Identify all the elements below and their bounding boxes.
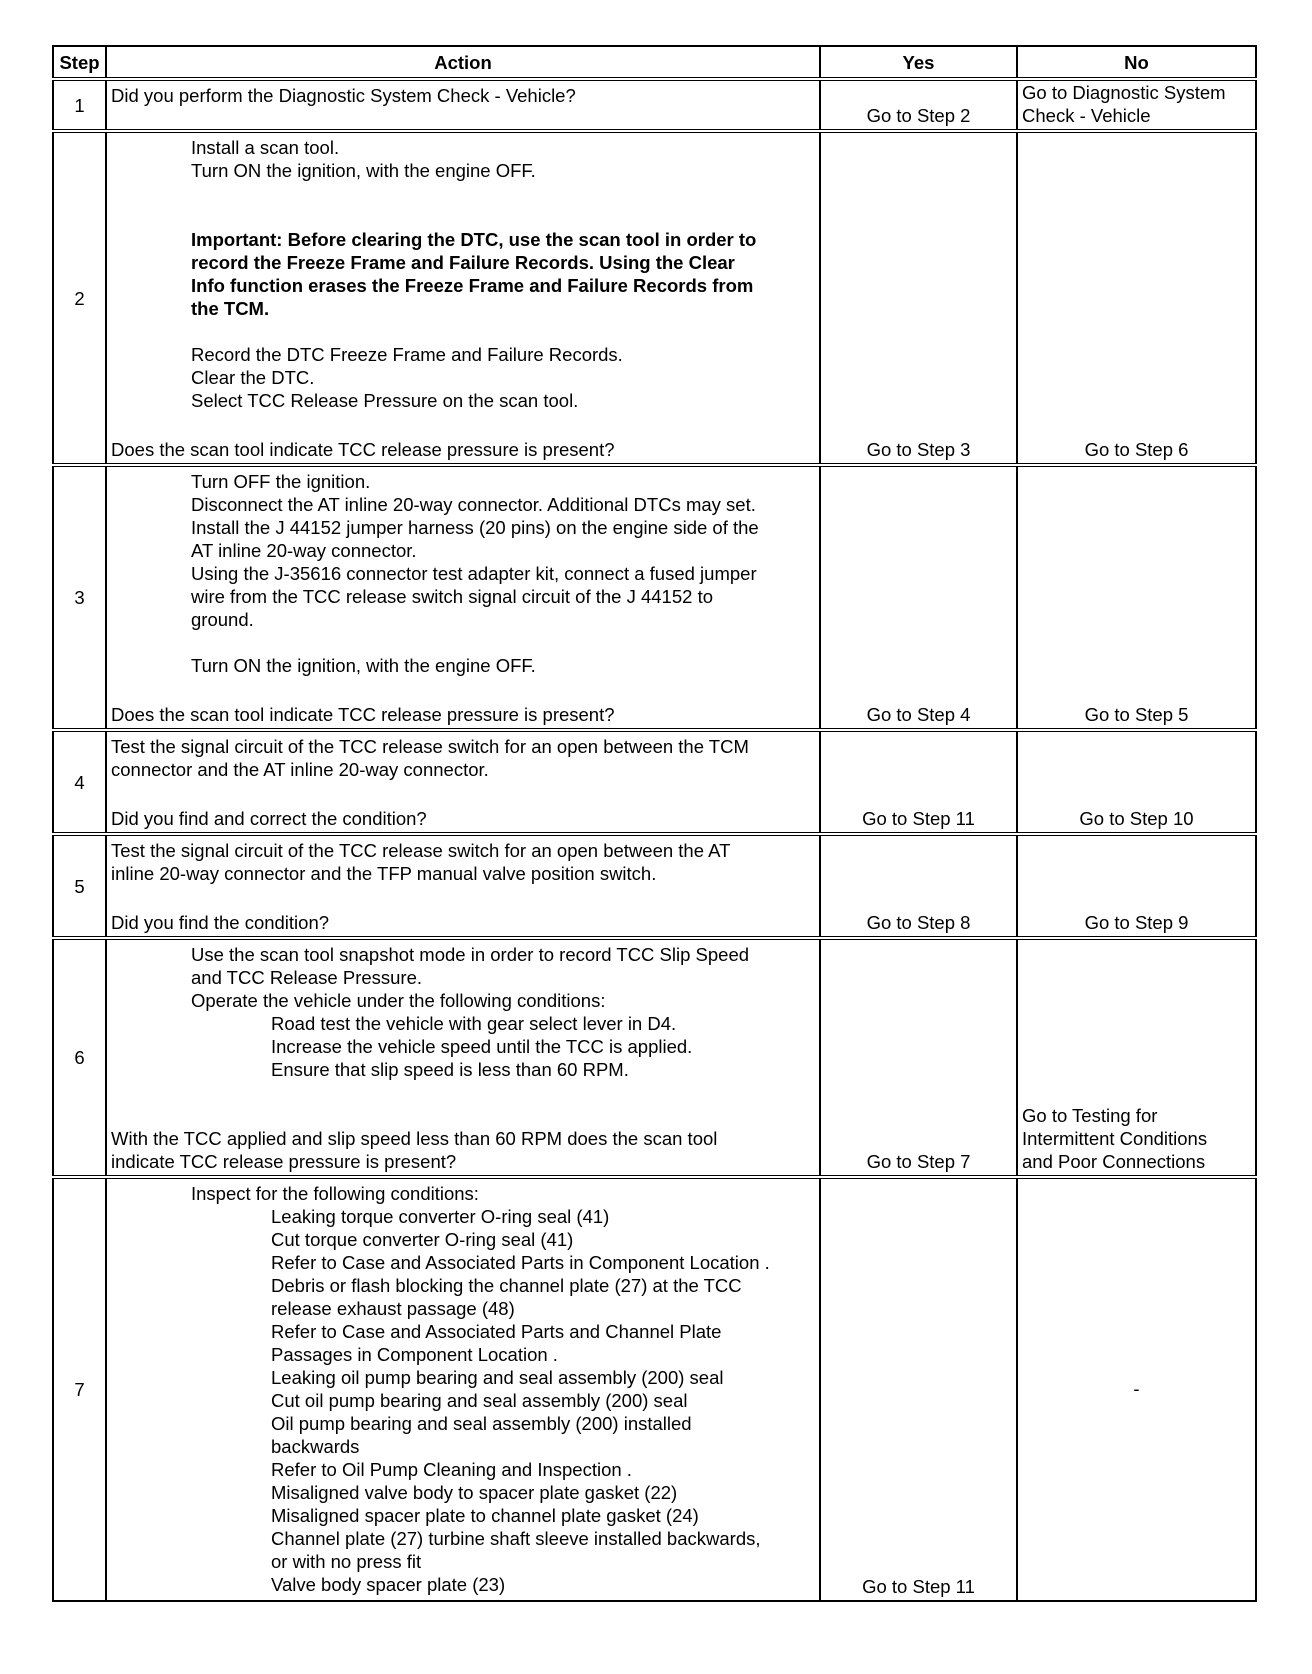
action-line: Did you perform the Diagnostic System Check - Vehicle?	[111, 85, 576, 106]
no-line: Check - Vehicle	[1022, 105, 1151, 126]
step-row-1	[53, 79, 1256, 131]
step-no: -	[1017, 1177, 1256, 1601]
action-line: Record the DTC Freeze Frame and Failure Records.	[191, 344, 623, 365]
no-line: and Poor Connections	[1022, 1151, 1206, 1172]
step-action	[106, 465, 820, 730]
action-line: and TCC Release Pressure.	[191, 967, 423, 988]
action-line: connector and the AT inline 20-way connector.	[111, 759, 489, 780]
action-line: Install the J 44152 jumper harness (20 pins) on the engine side of the	[191, 517, 759, 538]
condition-line: Refer to Oil Pump Cleaning and Inspection .	[271, 1459, 632, 1480]
condition-line: Increase the vehicle speed until the TCC is applied.	[271, 1036, 693, 1057]
step-no	[1017, 79, 1256, 131]
action-line: Inspect for the following conditions:	[191, 1183, 479, 1204]
action-question: Did you find the condition?	[111, 912, 330, 933]
step-yes: Go to Step 11	[820, 730, 1017, 834]
action-question: Did you find and correct the condition?	[111, 808, 427, 829]
condition-line: Debris or flash blocking the channel plate (27) at the TCC	[271, 1275, 742, 1296]
header-row	[53, 46, 1256, 79]
action-line: Operate the vehicle under the following conditions:	[191, 990, 606, 1011]
action-line: Turn OFF the ignition.	[191, 471, 371, 492]
step-action	[106, 1177, 820, 1601]
step-no: Go to Step 9	[1017, 834, 1256, 938]
important-note-line: record the Freeze Frame and Failure Records. Using the Clear	[191, 252, 735, 273]
condition-line: Passages in Component Location .	[271, 1344, 558, 1365]
step-number: 6	[53, 938, 106, 1177]
action-question: Does the scan tool indicate TCC release pressure is present?	[111, 439, 615, 460]
step-action	[106, 834, 820, 938]
step-number: 7	[53, 1177, 106, 1601]
step-row-3	[53, 465, 1256, 730]
step-yes: Go to Step 8	[820, 834, 1017, 938]
step-number: 4	[53, 730, 106, 834]
header-no: No	[1017, 46, 1256, 79]
step-no: Go to Step 10	[1017, 730, 1256, 834]
step-action	[106, 79, 820, 131]
action-line: inline 20-way connector and the TFP manual valve position switch.	[111, 863, 657, 884]
important-note-line: the TCM.	[191, 298, 270, 319]
diagnostic-table-document	[52, 45, 1255, 1602]
condition-line: Road test the vehicle with gear select lever in D4.	[271, 1013, 677, 1034]
action-line: Turn ON the ignition, with the engine OFF.	[191, 160, 536, 181]
step-yes: Go to Step 7	[820, 938, 1017, 1177]
condition-line: Cut oil pump bearing and seal assembly (200) seal	[271, 1390, 688, 1411]
step-yes: Go to Step 4	[820, 465, 1017, 730]
condition-line: Channel plate (27) turbine shaft sleeve installed backwards,	[271, 1528, 761, 1549]
condition-line: Ensure that slip speed is less than 60 RPM.	[271, 1059, 629, 1080]
condition-line: Refer to Case and Associated Parts in Component Location .	[271, 1252, 770, 1273]
header-yes: Yes	[820, 46, 1017, 79]
step-action	[106, 938, 820, 1177]
action-line: Turn ON the ignition, with the engine OFF.	[191, 655, 536, 676]
no-line: Go to Testing for	[1022, 1105, 1158, 1126]
step-action	[106, 131, 820, 465]
step-yes: Go to Step 2	[820, 79, 1017, 131]
step-row-5	[53, 834, 1256, 938]
step-row-4	[53, 730, 1256, 834]
condition-line: Valve body spacer plate (23)	[271, 1574, 506, 1595]
no-line: Go to Diagnostic System	[1022, 82, 1226, 103]
action-line: Using the J-35616 connector test adapter kit, connect a fused jumper	[191, 563, 757, 584]
action-question: With the TCC applied and slip speed less than 60 RPM does the scan tool	[111, 1128, 718, 1149]
action-line: AT inline 20-way connector.	[191, 540, 417, 561]
condition-line: Oil pump bearing and seal assembly (200) installed	[271, 1413, 692, 1434]
step-row-6	[53, 938, 1256, 1177]
action-line: wire from the TCC release switch signal circuit of the J 44152 to	[191, 586, 713, 607]
step-number: 3	[53, 465, 106, 730]
action-line: Test the signal circuit of the TCC release switch for an open between the TCM	[111, 736, 749, 757]
action-question: Does the scan tool indicate TCC release pressure is present?	[111, 704, 615, 725]
action-line: Test the signal circuit of the TCC release switch for an open between the AT	[111, 840, 731, 861]
step-action	[106, 730, 820, 834]
step-no: Go to Step 5	[1017, 465, 1256, 730]
step-row-7	[53, 1177, 1256, 1601]
step-number: 5	[53, 834, 106, 938]
condition-line: release exhaust passage (48)	[271, 1298, 515, 1319]
step-number: 2	[53, 131, 106, 465]
action-line: Select TCC Release Pressure on the scan tool.	[191, 390, 579, 411]
action-line: Install a scan tool.	[191, 137, 340, 158]
step-yes: Go to Step 11	[820, 1177, 1017, 1601]
condition-line: backwards	[271, 1436, 360, 1457]
condition-line: Leaking oil pump bearing and seal assembly (200) seal	[271, 1367, 724, 1388]
no-line: Intermittent Conditions	[1022, 1128, 1208, 1149]
important-note-line: Important: Before clearing the DTC, use the scan tool in order to	[191, 229, 757, 250]
condition-line: Misaligned spacer plate to channel plate gasket (24)	[271, 1505, 699, 1526]
condition-line: Misaligned valve body to spacer plate gasket (22)	[271, 1482, 678, 1503]
header-action: Action	[106, 46, 820, 79]
condition-line: Cut torque converter O-ring seal (41)	[271, 1229, 574, 1250]
header-step: Step	[53, 46, 106, 79]
step-row-2	[53, 131, 1256, 465]
action-line: Use the scan tool snapshot mode in order to record TCC Slip Speed	[191, 944, 750, 965]
important-note-line: Info function erases the Freeze Frame and Failure Records from	[191, 275, 754, 296]
action-question: indicate TCC release pressure is present?	[111, 1151, 457, 1172]
condition-line: Leaking torque converter O-ring seal (41)	[271, 1206, 610, 1227]
condition-line: or with no press fit	[271, 1551, 422, 1572]
step-yes: Go to Step 3	[820, 131, 1017, 465]
step-number: 1	[53, 79, 106, 131]
action-line: ground.	[191, 609, 254, 630]
step-no: Go to Step 6	[1017, 131, 1256, 465]
step-no	[1017, 938, 1256, 1177]
action-line: Clear the DTC.	[191, 367, 315, 388]
condition-line: Refer to Case and Associated Parts and Channel Plate	[271, 1321, 722, 1342]
action-line: Disconnect the AT inline 20-way connector. Additional DTCs may set.	[191, 494, 756, 515]
diagnostic-table	[52, 45, 1257, 1602]
